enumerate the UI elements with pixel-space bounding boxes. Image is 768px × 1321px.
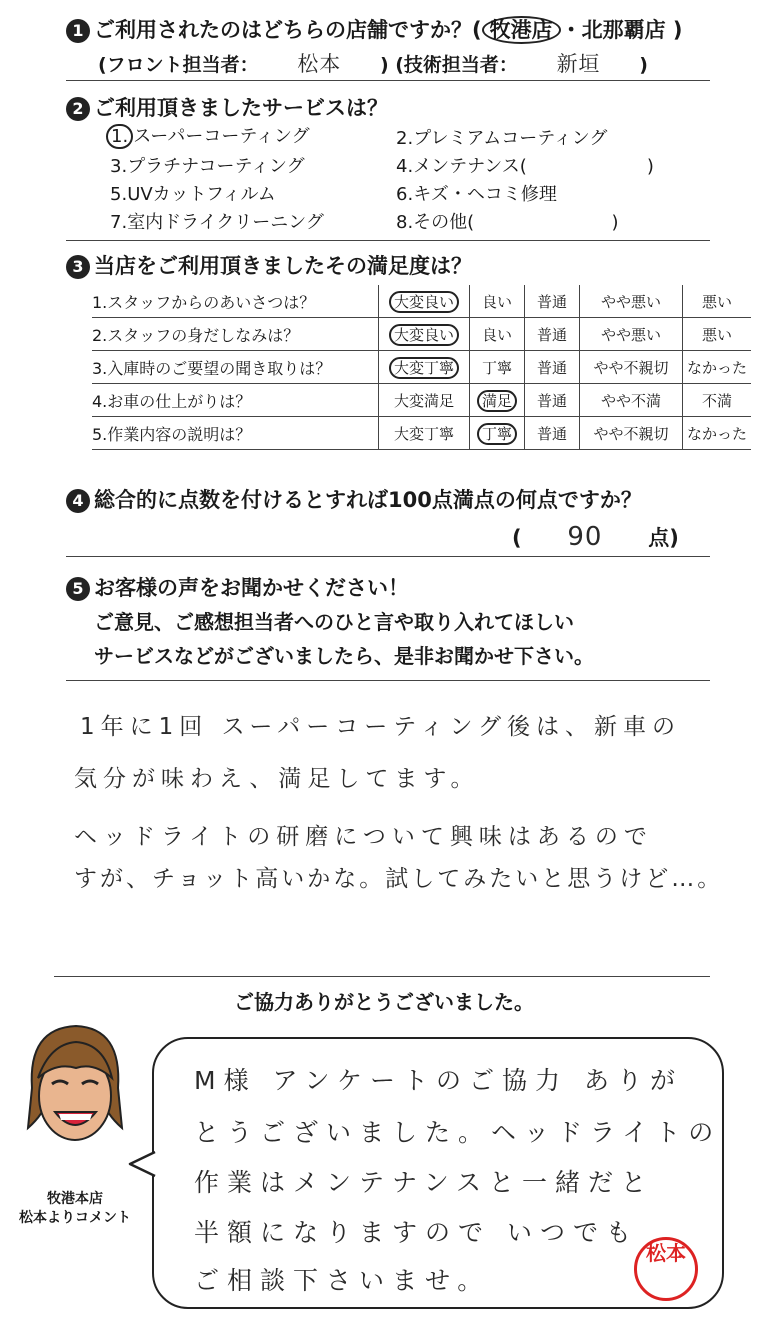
- service-1-label: スーパーコーティング: [133, 126, 310, 147]
- service-7: [110, 208, 324, 234]
- service-2-label: プレミアムコーティング: [413, 128, 608, 149]
- rating-option-selected: 大変良い: [389, 324, 459, 346]
- tech-value: 新垣: [556, 52, 601, 76]
- service-4-num: 4.: [396, 156, 414, 177]
- rating-option-selected: 大変丁寧: [389, 357, 459, 379]
- rating-option: 普通: [525, 384, 580, 417]
- service-8-num: 8.: [396, 212, 414, 233]
- q3-number: 3: [66, 255, 90, 279]
- rating-row: [92, 417, 751, 450]
- q4-text: 総合的に点数を付けるとすれば100点満点の何点ですか？: [94, 488, 642, 512]
- customer-comment-line: ヘッドライトの研磨について興味はあるので: [74, 824, 653, 850]
- staff-caption-store: 牧港本店: [47, 1191, 103, 1207]
- rating-option: 大変満足: [379, 384, 470, 417]
- q3-text: 当店をご利用頂きましたその満足度は？: [94, 254, 472, 278]
- staff-caption-name: 松本よりコメント: [19, 1210, 131, 1226]
- rating-option: やや不満: [580, 384, 683, 417]
- rating-row: [92, 351, 751, 384]
- q1-text: ご利用されたのはどちらの店舗ですか？(: [94, 18, 482, 42]
- q4-number: 4: [66, 489, 90, 513]
- rating-row: [92, 384, 751, 417]
- tech-close: ): [639, 54, 648, 76]
- q1-store-selected: 牧港店: [482, 16, 561, 44]
- rating-option: やや悪い: [580, 318, 683, 351]
- rating-option: 不満: [683, 384, 752, 417]
- q1-question: [66, 14, 683, 44]
- rating-item-label: 1.スタッフからのあいさつは？: [92, 285, 379, 318]
- score-value: 90: [567, 522, 603, 552]
- service-6-num: 6.: [396, 184, 414, 205]
- rating-option: 大変丁寧: [379, 417, 470, 450]
- rating-option-selected: 満足: [477, 390, 517, 412]
- rating-option: 普通: [525, 285, 580, 318]
- score-open: (: [512, 526, 522, 550]
- rating-row: [92, 318, 751, 351]
- service-1-num: 1.: [106, 124, 133, 149]
- rating-option: 悪い: [683, 285, 752, 318]
- staff-portrait-icon: [10, 1018, 140, 1168]
- front-label: (フロント担当者：: [98, 54, 259, 76]
- rating-row: [92, 285, 751, 318]
- service-4-label: メンテナンス( ): [413, 156, 654, 177]
- thanks-message: ご協力ありがとうございました。: [234, 990, 534, 1014]
- rating-option: 良い: [470, 285, 525, 318]
- rating-option: 普通: [525, 351, 580, 384]
- rating-option: [470, 417, 525, 450]
- divider: [66, 680, 710, 681]
- service-7-label: 室内ドライクリーニング: [127, 212, 324, 233]
- q5-sub1: ご意見、ご感想担当者へのひと言や取り入れてほしい: [94, 610, 574, 634]
- q1-store-sep: ・: [560, 18, 582, 42]
- service-3-num: 3.: [110, 156, 128, 177]
- bubble-tail-icon: [128, 1150, 158, 1180]
- q4-question: [66, 484, 642, 514]
- service-6-label: キズ・ヘコミ修理: [413, 184, 557, 205]
- rating-option: やや不親切: [580, 417, 683, 450]
- service-5: [110, 180, 276, 206]
- reply-line: ご相談下さいませ。: [194, 1266, 491, 1295]
- q1-store-other: 北那覇店 ): [581, 18, 683, 42]
- service-5-label: UVカットフィルム: [127, 184, 276, 205]
- rating-option: 普通: [525, 417, 580, 450]
- rating-option: やや悪い: [580, 285, 683, 318]
- service-8-label: その他( ): [413, 212, 619, 233]
- front-value: 松本: [297, 52, 342, 76]
- rating-option: 丁寧: [470, 351, 525, 384]
- rating-option: [379, 351, 470, 384]
- staff-caption: [4, 1190, 146, 1228]
- rating-item-label: 4.お車の仕上がりは？: [92, 384, 379, 417]
- q1-number: 1: [66, 19, 90, 43]
- service-3-label: プラチナコーティング: [127, 156, 305, 177]
- rating-item-label: 5.作業内容の説明は？: [92, 417, 379, 450]
- rating-option: [379, 318, 470, 351]
- divider: [66, 240, 710, 241]
- q5-sub2: サービスなどがございましたら、是非お聞かせ下さい。: [94, 644, 594, 668]
- q1-staff-row: [98, 48, 648, 78]
- service-6: [396, 180, 557, 206]
- rating-option: 良い: [470, 318, 525, 351]
- rating-option: やや不親切: [580, 351, 683, 384]
- front-close: ): [379, 54, 389, 76]
- satisfaction-table: [92, 285, 751, 450]
- reply-line: M様 アンケートのご協力 ありが: [194, 1066, 683, 1095]
- q2-text: ご利用頂きましたサービスは？: [94, 96, 388, 120]
- service-3: [110, 152, 305, 178]
- service-5-num: 5.: [110, 184, 128, 205]
- rating-option: 悪い: [683, 318, 752, 351]
- service-4: [396, 152, 654, 178]
- reply-line: とうございました。ヘッドライトの: [194, 1118, 722, 1147]
- service-2: [396, 124, 607, 150]
- divider: [66, 556, 710, 557]
- q5-number: 5: [66, 577, 90, 601]
- service-2-num: 2.: [396, 128, 414, 149]
- rating-option: [379, 285, 470, 318]
- rating-option: なかった: [683, 351, 752, 384]
- rating-option-selected: 丁寧: [477, 423, 517, 445]
- rating-option: 普通: [525, 318, 580, 351]
- divider: [54, 976, 710, 977]
- service-1: [106, 122, 310, 148]
- rating-item-label: 3.入庫時のご要望の聞き取りは？: [92, 351, 379, 384]
- q2-question: [66, 92, 388, 122]
- score-unit: 点): [648, 526, 679, 550]
- rating-option: なかった: [683, 417, 752, 450]
- q3-question: [66, 250, 472, 280]
- customer-comment-line: 1年に1回 スーパーコーティング後は、新車の: [80, 714, 681, 740]
- rating-option-selected: 大変良い: [389, 291, 459, 313]
- tech-label: (技術担当者：: [395, 54, 518, 76]
- q5-question: [66, 572, 409, 602]
- seal-stamp: 松本: [634, 1237, 698, 1301]
- service-8: [396, 208, 619, 234]
- divider: [66, 80, 710, 81]
- q2-number: 2: [66, 97, 90, 121]
- reply-line: 作業はメンテナンスと一緒だと: [194, 1168, 655, 1197]
- customer-comment-line: 気分が味わえ、満足してます。: [74, 766, 480, 792]
- customer-comment-line: すが、チョット高いかな。試してみたいと思うけど…。: [74, 866, 724, 892]
- rating-option: [470, 384, 525, 417]
- rating-item-label: 2.スタッフの身だしなみは？: [92, 318, 379, 351]
- q5-text: お客様の声をお聞かせください！: [94, 576, 409, 600]
- service-7-num: 7.: [110, 212, 128, 233]
- reply-line: 半額になりますので いつでも: [194, 1218, 639, 1247]
- q4-answer: [512, 522, 679, 552]
